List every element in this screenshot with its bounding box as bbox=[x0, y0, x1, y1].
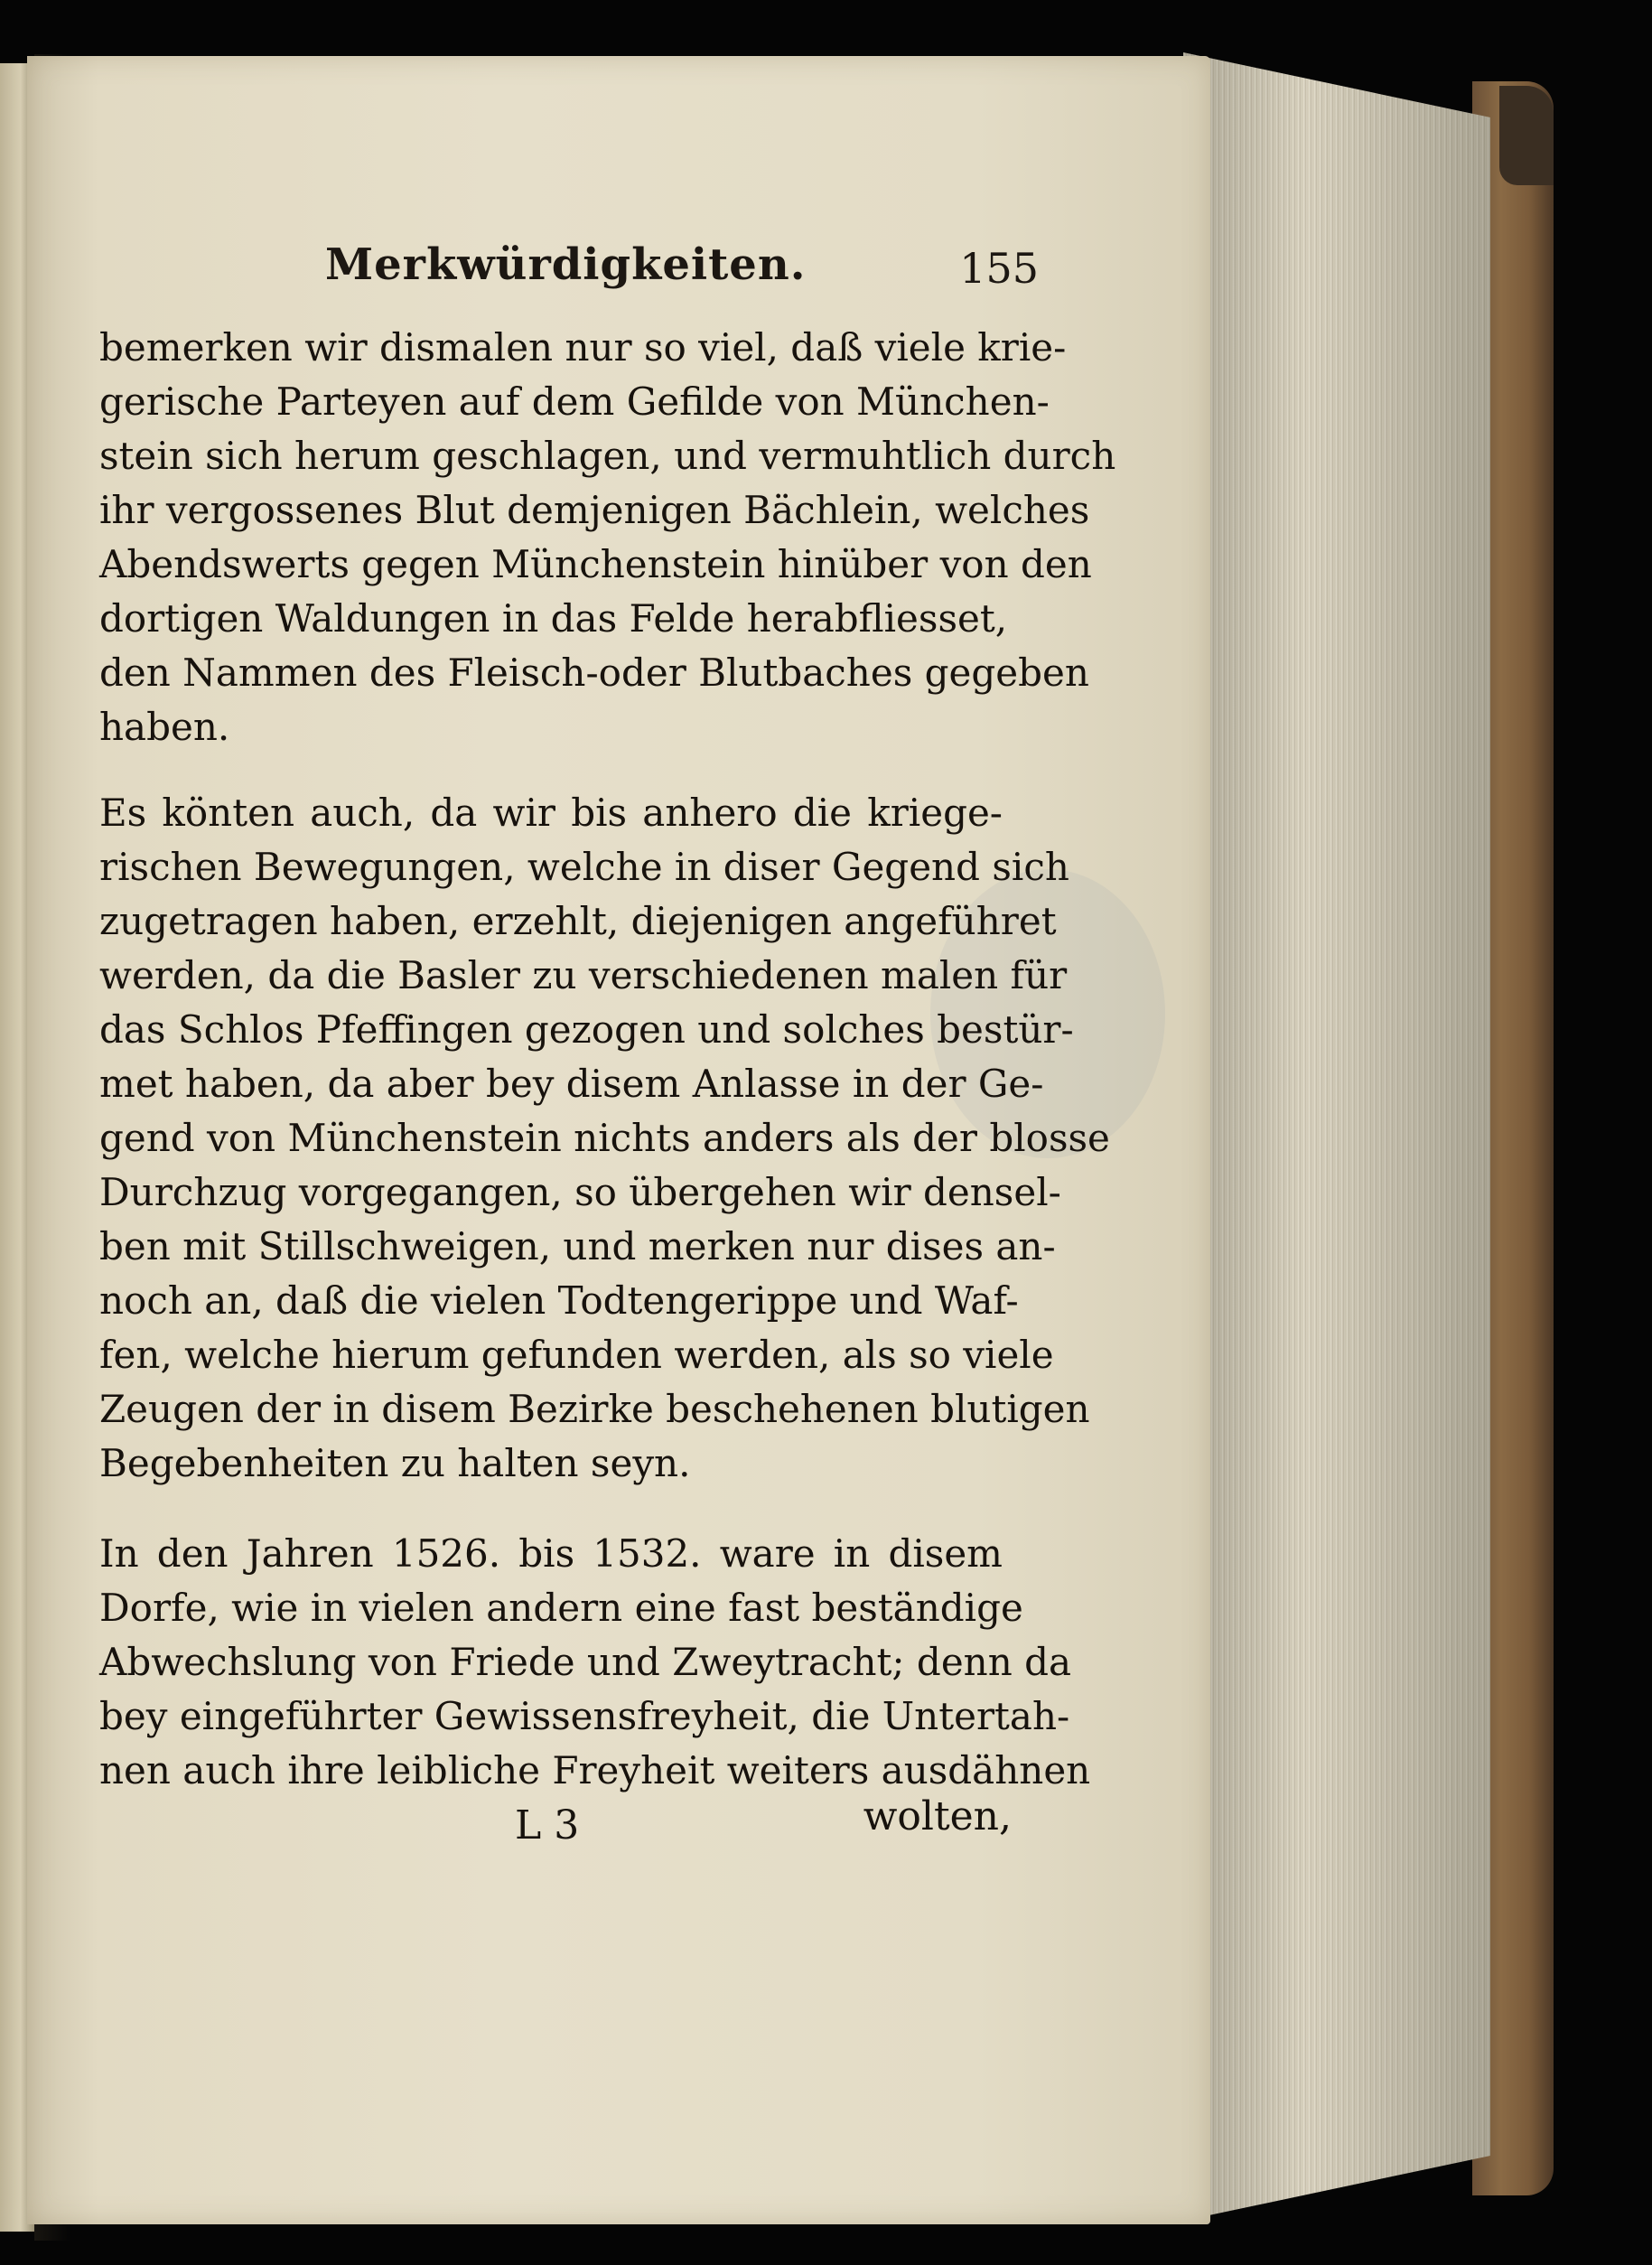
text-line: ihr vergossenes Blut demjenigen Bächlein, welches bbox=[99, 488, 1090, 532]
text-line: dortigen Waldungen in das Felde herabfliesset, bbox=[99, 596, 1008, 641]
text-line: Durchzug vorgegangen, so übergehen wir densel- bbox=[99, 1170, 1061, 1214]
running-head: Merkwürdigkeiten. bbox=[325, 239, 807, 290]
paragraph bbox=[99, 321, 1116, 754]
text-line: zugetragen haben, erzehlt, diejenigen angeführet bbox=[99, 899, 1057, 943]
cover-corner bbox=[1499, 86, 1554, 185]
text-line: stein sich herum geschlagen, und vermuhtlich durch bbox=[99, 434, 1116, 478]
text-line: Abwechslung von Friede und Zweytracht; denn da bbox=[99, 1640, 1072, 1684]
text-line: Dorfe, wie in vielen andern eine fast beständige bbox=[99, 1586, 1023, 1630]
text-line: rischen Bewegungen, welche in diser Gegend sich bbox=[99, 845, 1069, 889]
text-line: gend von Münchenstein nichts anders als der blosse bbox=[99, 1116, 1110, 1160]
paragraph bbox=[99, 1527, 1091, 1798]
text-line: fen, welche hierum gefunden werden, als so viele bbox=[99, 1333, 1054, 1377]
catchword: wolten, bbox=[863, 1793, 1012, 1839]
text-line: bemerken wir dismalen nur so viel, daß viele krie- bbox=[99, 325, 1067, 370]
text-line: den Nammen des Fleisch-oder Blutbaches gegeben bbox=[99, 650, 1089, 695]
text-line: Es könten auch, da wir bis anhero die kriege- bbox=[99, 791, 1003, 835]
text-line: Zeugen der in disem Bezirke beschehenen blutigen bbox=[99, 1387, 1090, 1431]
page-block-shading bbox=[1183, 52, 1490, 2221]
text-line: haben. bbox=[99, 705, 230, 749]
text-line: nen auch ihre leibliche Freyheit weiters ausdähnen bbox=[99, 1748, 1091, 1792]
text-line: ben mit Stillschweigen, und merken nur dises an- bbox=[99, 1224, 1056, 1268]
text-line: Abendswerts gegen Münchenstein hinüber von den bbox=[99, 542, 1092, 586]
paragraph bbox=[99, 786, 1110, 1491]
text-line: das Schlos Pfeffingen gezogen und solches bestür- bbox=[99, 1007, 1074, 1052]
signature-mark: L 3 bbox=[515, 1802, 580, 1849]
text-line: noch an, daß die vielen Todtengerippe und Waf- bbox=[99, 1278, 1019, 1323]
text-line: gerische Parteyen auf dem Gefilde von München- bbox=[99, 379, 1050, 424]
text-line: werden, da die Basler zu verschiedenen malen für bbox=[99, 953, 1068, 997]
text-line: bey eingeführter Gewissensfreyheit, die Untertah- bbox=[99, 1694, 1070, 1738]
page-number: 155 bbox=[959, 244, 1039, 293]
text-line: Begebenheiten zu halten seyn. bbox=[99, 1441, 691, 1485]
text-line: In den Jahren 1526. bis 1532. ware in disem bbox=[99, 1531, 1003, 1576]
text-line: met haben, da aber bey disem Anlasse in der Ge- bbox=[99, 1062, 1044, 1106]
